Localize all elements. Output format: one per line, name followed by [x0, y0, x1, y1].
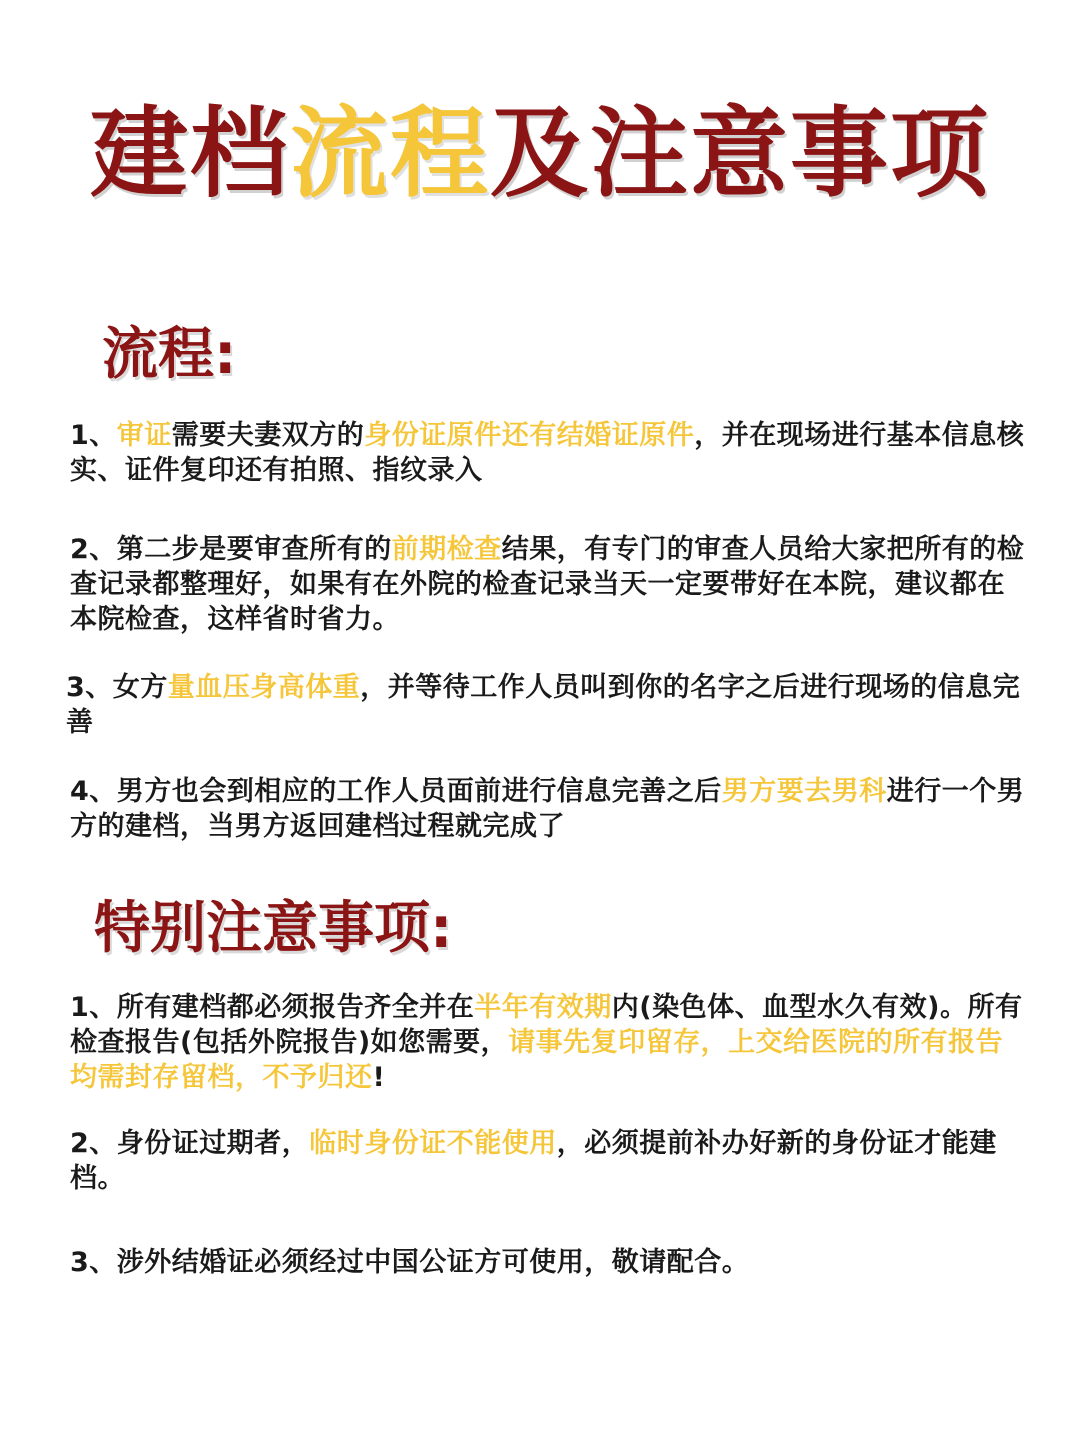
body-text: 进行一个男方的建档，当男方返回建档过程就完成了 — [70, 776, 1025, 842]
highlighted-text: 男方要去男科 — [721, 776, 887, 807]
page-title — [0, 98, 1080, 211]
body-text: ! — [372, 1062, 386, 1093]
body-text: 2、第二步是要审查所有的 — [70, 534, 392, 565]
body-text: 需要夫妻双方的 — [171, 420, 365, 451]
body-text: 1、所有建档都必须报告齐全并在 — [70, 992, 475, 1023]
highlighted-text: 请事先复印留存，上交给医院的所有报告均需封存留档，不予归还 — [70, 1027, 1004, 1093]
process-item-2 — [70, 532, 1030, 637]
title-part-3: 及注意事项 — [490, 97, 991, 211]
body-text: 2、身份证过期者， — [70, 1128, 310, 1159]
body-text: 1、 — [70, 420, 117, 451]
process-item-4 — [70, 774, 1030, 844]
body-text: 3、女方 — [66, 672, 168, 703]
body-text: ，并在现场进行基本信息核实、证件复印还有拍照、指纹录入 — [70, 420, 1025, 486]
body-text: ，必须提前补办好新的身份证才能建档。 — [70, 1128, 997, 1194]
highlighted-text: 审证 — [116, 420, 172, 451]
process-heading: 流程: — [102, 322, 237, 387]
notes-item-1 — [70, 990, 1030, 1095]
highlighted-text: 临时身份证不能使用 — [309, 1128, 557, 1159]
highlighted-text: 身份证原件还有结婚证原件 — [364, 420, 695, 451]
body-text: 结果，有专门的审查人员给大家把所有的检查记录都整理好，如果有在外院的检查记录当天一定要带好在本院，建议都在本院检查，这样省时省力。 — [70, 534, 1025, 635]
notes-heading: 特别注意事项: — [94, 896, 453, 961]
title-part-1: 建档 — [89, 97, 290, 211]
highlighted-text: 前期检查 — [391, 534, 502, 565]
highlighted-text: 半年有效期 — [474, 992, 612, 1023]
body-text: 4、男方也会到相应的工作人员面前进行信息完善之后 — [70, 776, 722, 807]
process-item-3 — [66, 670, 1026, 740]
highlighted-text: 量血压身高体重 — [167, 672, 361, 703]
notes-item-2 — [70, 1126, 1030, 1196]
body-text: ，并等待工作人员叫到你的名字之后进行现场的信息完善 — [66, 672, 1021, 738]
title-part-2: 流程 — [289, 97, 490, 211]
notes-item-3 — [70, 1245, 1030, 1280]
body-text: 3、涉外结婚证必须经过中国公证方可使用，敬请配合。 — [70, 1247, 750, 1278]
body-text: 内(染色体、血型水久有效)。所有检查报告(包括外院报告)如您需要， — [70, 992, 1023, 1058]
process-item-1 — [70, 418, 1030, 488]
